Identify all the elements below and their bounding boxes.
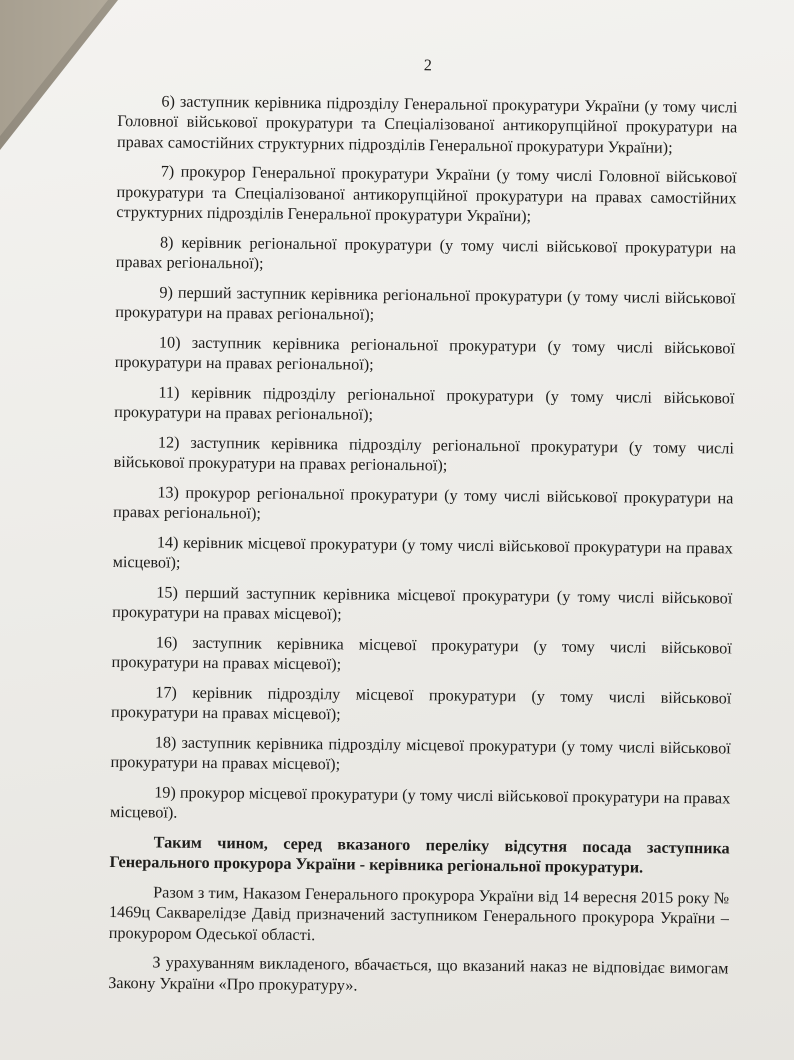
list-item: 18) заступник керівника підрозділу місцевої прокуратури (у тому числі військової прокуратури на правах місцевої); xyxy=(110,732,731,774)
list-item: 14) керівник місцевої прокуратури (у тому числі військової прокуратури на правах місцевої); xyxy=(112,532,733,572)
list-item: 7) прокурор Генеральної прокуратури України (у тому числі Головної військової прокуратури та Спеціалізованої антикорупційної прокуратури на правах самостійних структурних підрозділів Генеральної прокуратури України); xyxy=(116,162,737,226)
document-content xyxy=(108,52,738,1008)
list-item: 11) керівник підрозділу регіональної прокуратури (у тому числі військової прокуратури на правах регіональної); xyxy=(114,382,735,424)
conclusion-paragraph: Таким чином, серед вказаного переліку відсутня посада заступника Генерального прокурора України - керівника регіональної прокуратури. xyxy=(109,832,730,877)
page-number: 2 xyxy=(423,56,433,75)
list-item: 12) заступник керівника підрозділу регіональної прокуратури (у тому числі військової прокуратури на правах регіональної); xyxy=(113,432,734,475)
list-item: 8) керівник регіональної прокуратури (у тому числі військової прокуратури на правах регіональної); xyxy=(115,232,737,273)
list-item: 19) прокурор місцевої прокуратури (у тому числі військової прокуратури на правах місцевої). xyxy=(109,782,731,822)
final-paragraph: З урахуванням викладеного, вбачається, що вказаний наказ не відповідає вимогам Закону України «Про прокуратуру». xyxy=(108,953,729,995)
list-item: 17) керівник підрозділу місцевої прокуратури (у тому числі військової прокуратури на правах місцевої); xyxy=(110,682,732,724)
order-paragraph: Разом з тим, Наказом Генерального прокурора України від 14 вересня 2015 року № 1469ц Сакварелідзе Давід призначений заступником Генерального прокурора України – прокурором Одеської області. xyxy=(108,882,730,944)
list-item: 15) перший заступник керівника місцевої прокуратури (у тому числі військової прокуратури на правах місцевої); xyxy=(112,582,733,624)
list-item: 6) заступник керівника підрозділу Генеральної прокуратури України (у тому числі Головної військової прокуратури та Спеціалізованої антикорупційної прокуратури на правах самостійних структурних підрозділів Генеральної прокуратури України); xyxy=(116,91,738,157)
list-item: 16) заступник керівника місцевої прокуратури (у тому числі військової прокуратури на правах місцевої); xyxy=(111,632,732,674)
list-item: 13) прокурор регіональної прокуратури (у тому числі військової прокуратури на правах регіональної); xyxy=(113,482,734,523)
list-item: 9) перший заступник керівника регіональної прокуратури (у тому числі військової прокуратури на правах регіональної); xyxy=(115,282,736,324)
list-item: 10) заступник керівника регіональної прокуратури (у тому числі військової прокуратури на правах регіональної); xyxy=(114,332,736,374)
